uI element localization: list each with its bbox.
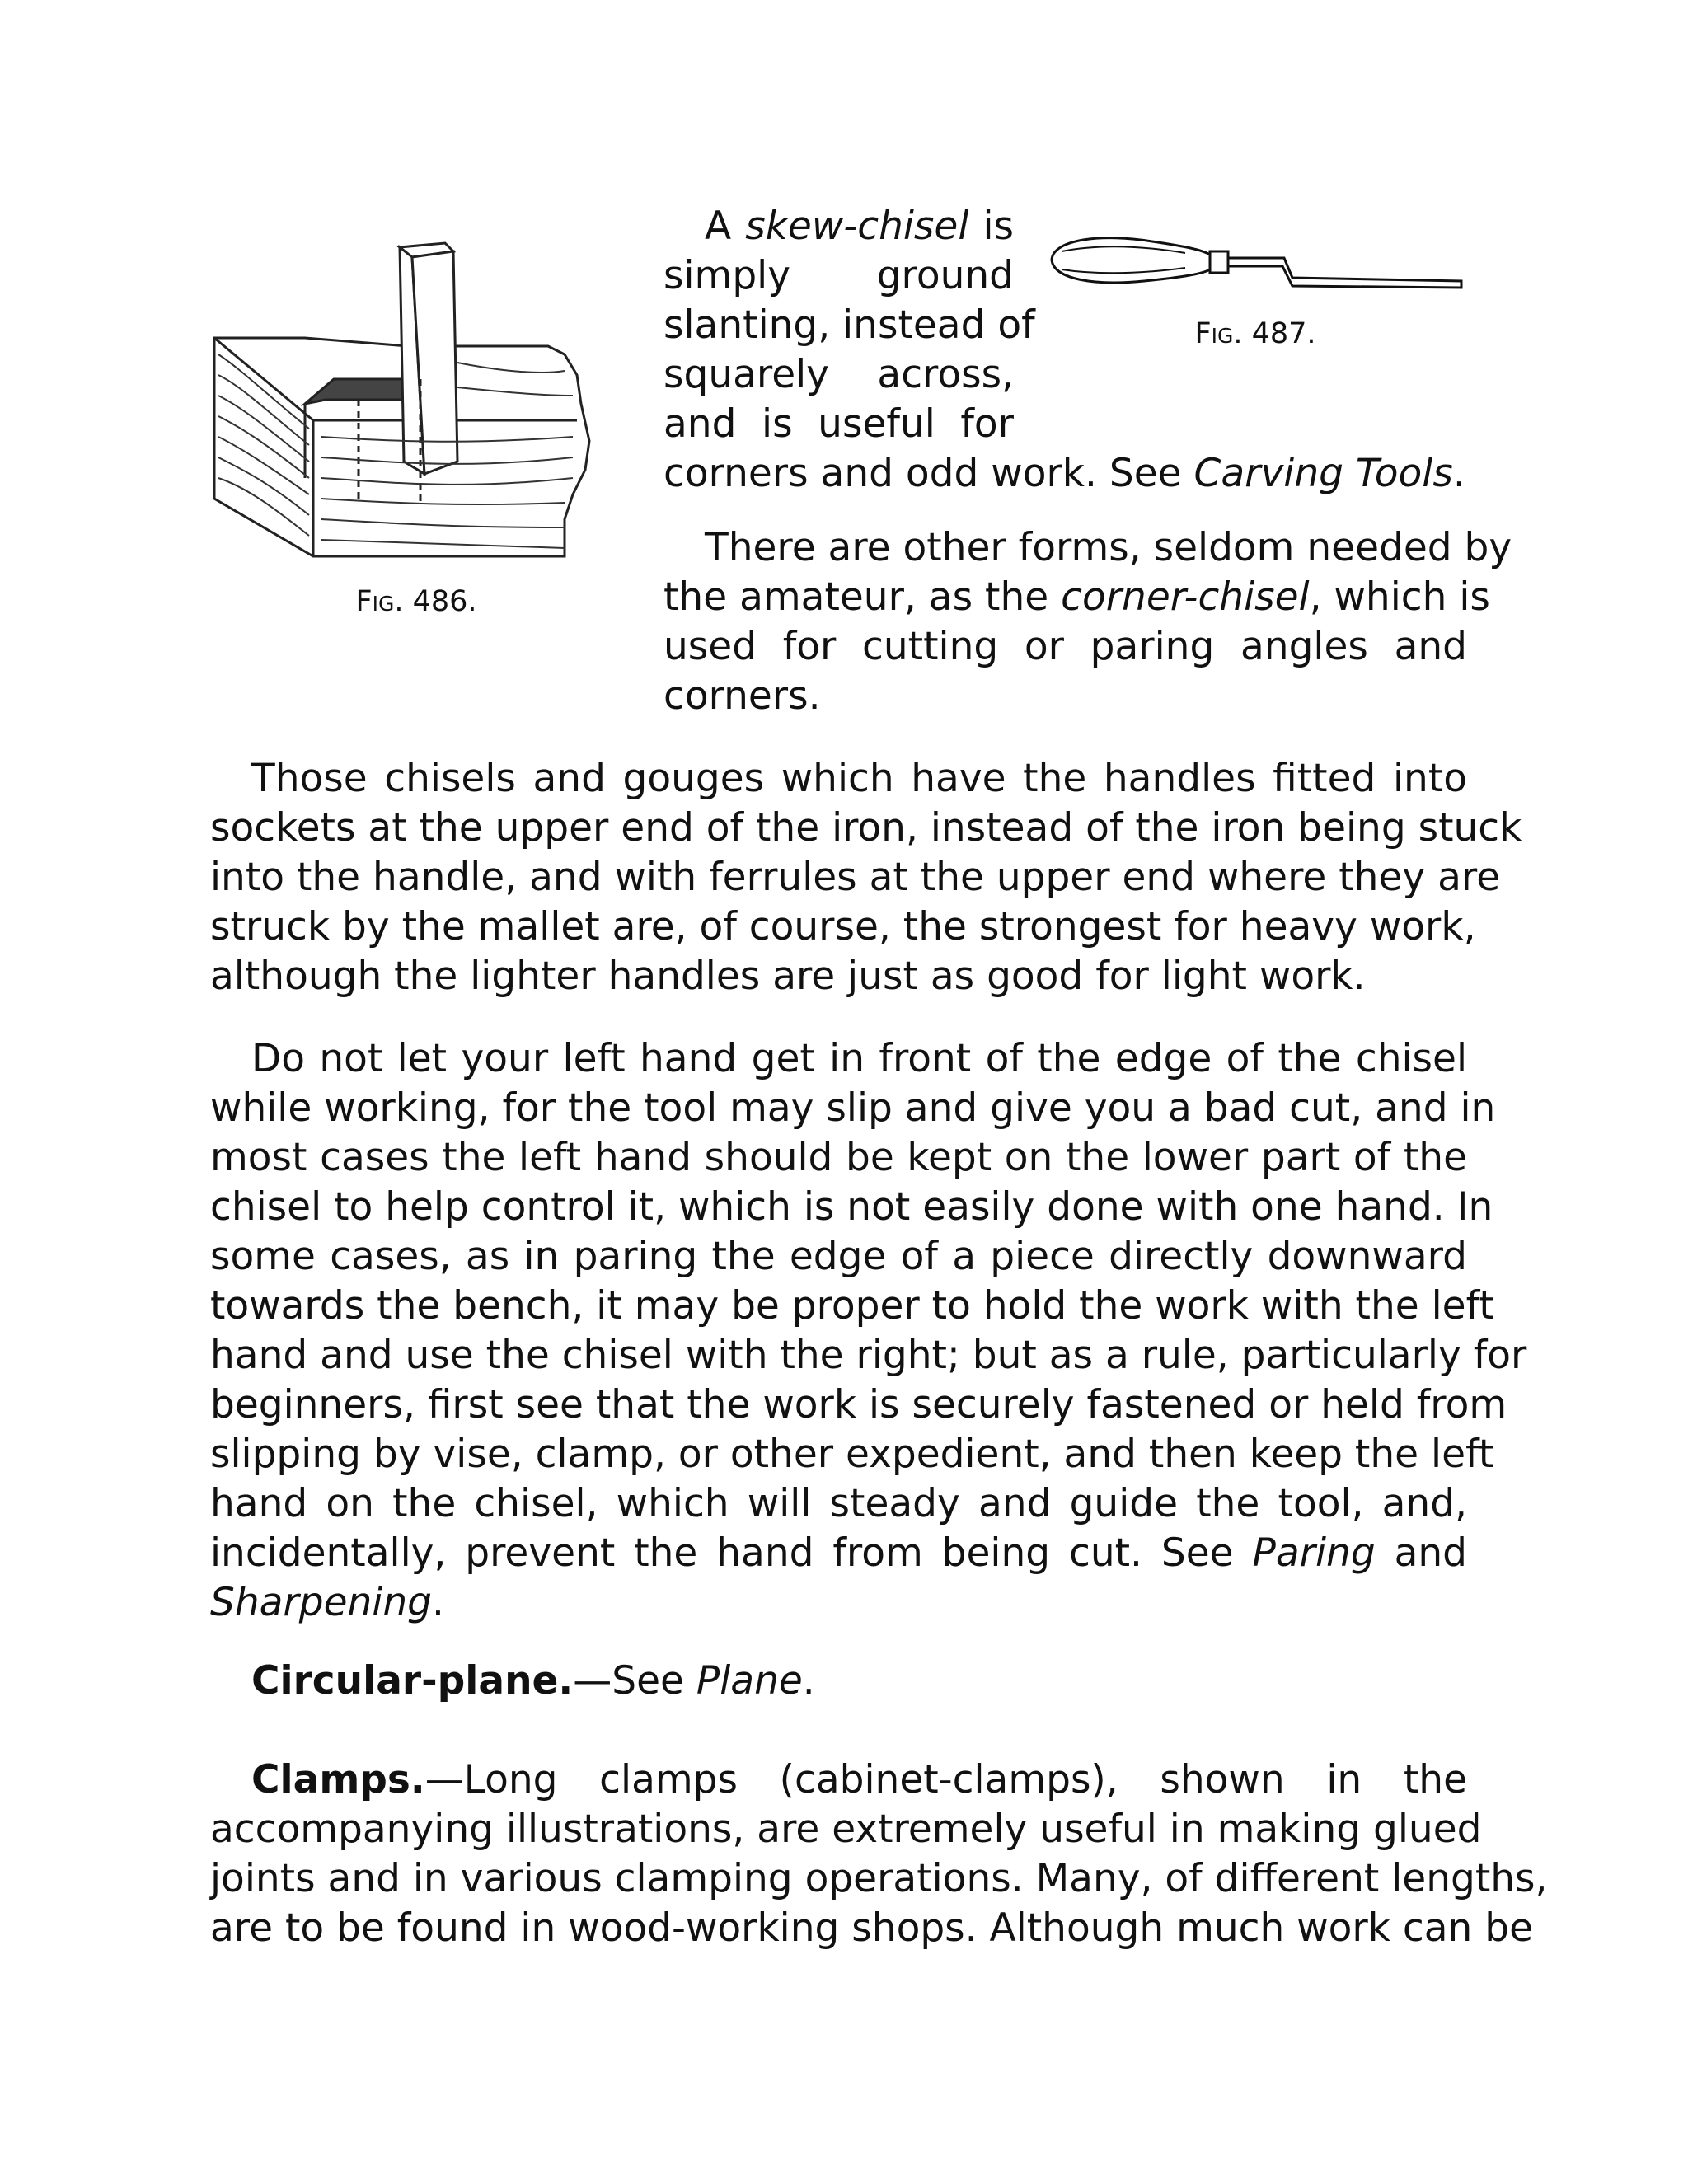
text-run: . [431, 1580, 444, 1625]
skew-chisel-illustration [1045, 227, 1465, 317]
paragraph-line [663, 573, 1490, 622]
figure-486 [210, 231, 622, 618]
entry-heading-circular-plane: Circular-plane. [251, 1658, 574, 1704]
text-run: . [802, 1658, 815, 1704]
paragraph-line: There are other forms, seldom needed by [705, 525, 1512, 570]
paragraph-line: slanting, instead of [663, 302, 1035, 348]
paragraph-line: are to be found in wood-working shops. Although much work can be [210, 1905, 1533, 1951]
cross-reference-plane: Plane [696, 1658, 803, 1704]
paragraph-line: joints and in various clamping operations. Many, of different lengths, [210, 1856, 1548, 1901]
term-skew-chisel: skew-chisel [745, 204, 969, 249]
term-corner-chisel: corner-chisel [1061, 574, 1310, 620]
paragraph-line: towards the bench, it may be proper to hold the work with the left [210, 1283, 1494, 1329]
text-run: —Long clamps (cabinet-clamps), shown in the [424, 1757, 1467, 1802]
text-run: A [705, 204, 746, 249]
figure-487-caption-prefix: Fig [1194, 317, 1234, 350]
figure-487-caption-number: . 487. [1233, 317, 1316, 350]
paragraph-line: while working, for the tool may slip and give you a bad cut, and in [210, 1085, 1496, 1131]
figure-487 [1045, 227, 1465, 367]
paragraph-line [210, 1657, 1467, 1706]
paragraph-line: hand and use the chisel with the right; but as a rule, particularly for [210, 1333, 1527, 1378]
text-run: corners and odd work. See [663, 451, 1194, 496]
paragraph-line: sockets at the upper end of the iron, instead of the iron being stuck [210, 805, 1522, 851]
paragraph-line: beginners, first see that the work is securely fastened or held from [210, 1382, 1507, 1427]
paragraph-line: although the lighter handles are just as good for light work. [210, 954, 1366, 999]
figure-486-caption [210, 585, 622, 618]
figure-486-caption-number: . 486. [394, 585, 477, 618]
mortise-block-illustration [210, 231, 622, 585]
text-run: is [968, 204, 1014, 249]
text-run: . [1452, 451, 1465, 496]
entry-heading-clamps: Clamps. [251, 1757, 425, 1802]
paragraph-line: accompanying illustrations, are extremely useful in making glued [210, 1807, 1482, 1852]
text-run: and [1375, 1530, 1467, 1576]
paragraph-line [663, 449, 1467, 499]
paragraph-line [663, 202, 1014, 251]
text-run: incidentally, prevent the hand from being cut. See [210, 1530, 1253, 1576]
paragraph-line: some cases, as in paring the edge of a piece directly downward [210, 1234, 1467, 1279]
figure-486-caption-prefix: Fig [355, 585, 395, 618]
paragraph-line [210, 1755, 1467, 1805]
paragraph-skew-chisel-end [663, 449, 1467, 499]
paragraph-line: struck by the mallet are, of course, the strongest for heavy work, [210, 904, 1476, 949]
text-run: the amateur, as the [663, 574, 1062, 620]
paragraph-line: Those chisels and gouges which have the handles fitted into [251, 756, 1467, 801]
entry-circular-plane [210, 1657, 1467, 1706]
cross-reference-carving-tools: Carving Tools [1193, 451, 1453, 496]
paragraph-line: and is useful for [663, 401, 1014, 447]
cross-reference-paring: Paring [1252, 1530, 1376, 1576]
paragraph-line: hand on the chisel, which will steady and guide the tool, and, [210, 1481, 1467, 1526]
paragraph-other-forms [663, 523, 1512, 721]
paragraph-line: squarely across, [663, 352, 1014, 397]
paragraph-line: Do not let your left hand get in front of the edge of the chisel [251, 1036, 1467, 1081]
paragraph-line: slipping by vise, clamp, or other expedient, and then keep the left [210, 1432, 1494, 1477]
paragraph-line: most cases the left hand should be kept on the lower part of the [210, 1135, 1467, 1180]
paragraph-line [210, 1529, 1467, 1578]
text-run: , which is [1309, 574, 1490, 620]
paragraph-skew-chisel [663, 202, 1035, 449]
paragraph-line: corners. [663, 673, 821, 719]
text-run: —See [573, 1658, 696, 1704]
entry-clamps [210, 1755, 1548, 1953]
paragraph-line: simply ground [663, 253, 1014, 298]
cross-reference-sharpening: Sharpening [210, 1580, 432, 1625]
paragraph-line [210, 1578, 1467, 1628]
paragraph-line: into the handle, and with ferrules at the upper end where they are [210, 855, 1501, 900]
paragraph-socket-chisels [210, 754, 1522, 1001]
figure-487-caption [1045, 317, 1465, 350]
paragraph-left-hand [210, 1034, 1527, 1628]
paragraph-line: chisel to help control it, which is not easily done with one hand. In [210, 1184, 1493, 1230]
paragraph-line: used for cutting or paring angles and [663, 624, 1467, 669]
